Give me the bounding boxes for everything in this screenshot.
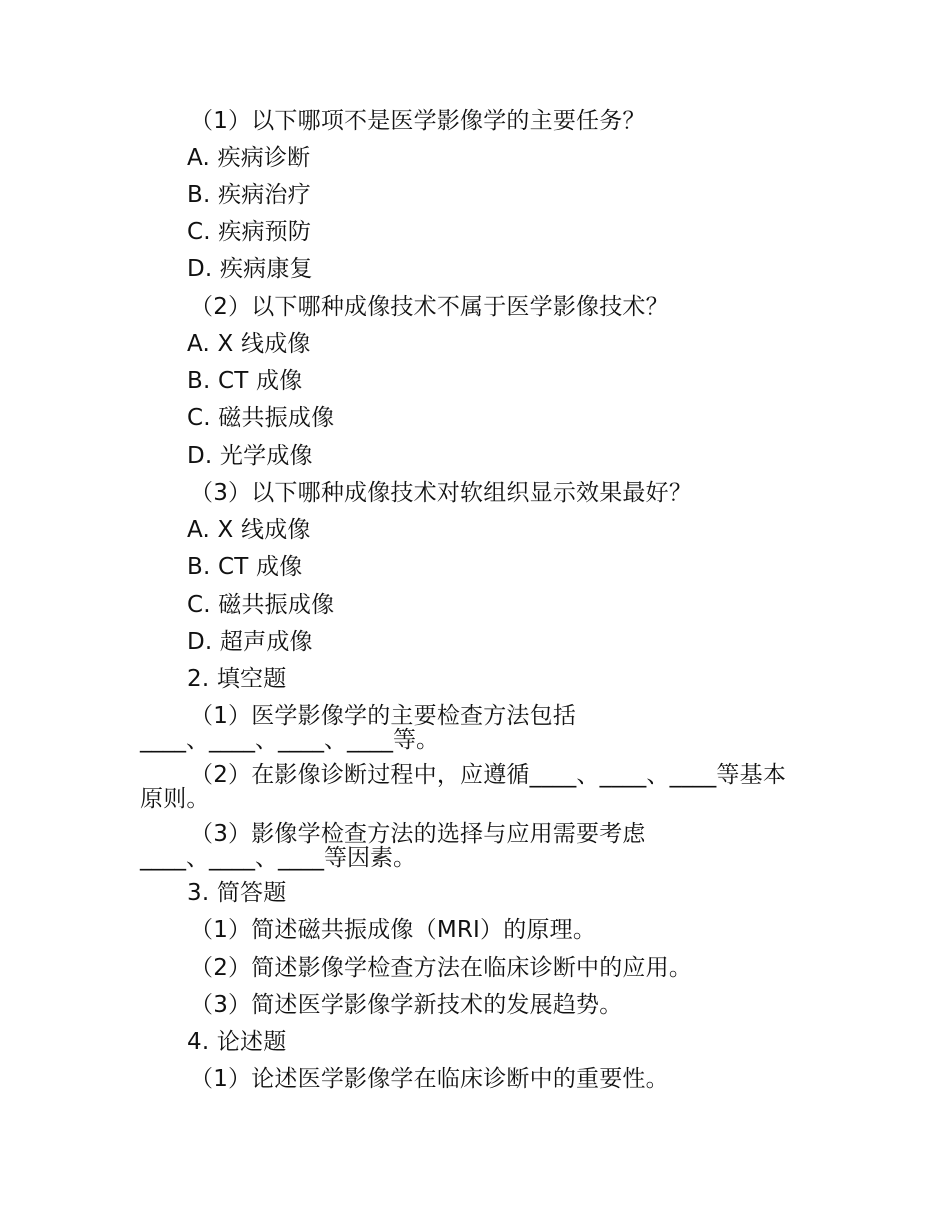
question-3-text: （3）以下哪种成像技术对软组织显示效果最好？ xyxy=(190,480,693,506)
question-2-option-a: A. X 线成像 xyxy=(187,331,311,357)
fill-question-3-continuation: ____、____、____等因素。 xyxy=(140,845,416,871)
fill-question-2-text: （2）在影像诊断过程中，应遵循____、____、____等基本 xyxy=(190,762,787,788)
question-2-text: （2）以下哪种成像技术不属于医学影像技术？ xyxy=(190,294,669,320)
question-3-option-d: D. 超声成像 xyxy=(187,629,313,655)
question-1-option-b: B. 疾病治疗 xyxy=(187,182,311,208)
short-answer-2-text: （2）简述影像学检查方法在临床诊断中的应用。 xyxy=(190,955,693,981)
question-3-option-a: A. X 线成像 xyxy=(187,517,311,543)
question-1-text: （1）以下哪项不是医学影像学的主要任务？ xyxy=(190,108,646,134)
question-3-option-b: B. CT 成像 xyxy=(187,554,303,580)
question-2-option-c: C. 磁共振成像 xyxy=(187,405,335,431)
essay-question-1-text: （1）论述医学影像学在临床诊断中的重要性。 xyxy=(190,1066,669,1092)
fill-question-1-text: （1）医学影像学的主要检查方法包括 xyxy=(190,703,577,729)
question-2-option-b: B. CT 成像 xyxy=(187,368,303,394)
question-1-option-d: D. 疾病康复 xyxy=(187,256,313,282)
fill-question-2-continuation: 原则。 xyxy=(140,786,210,812)
section-essay-heading: 4. 论述题 xyxy=(187,1029,287,1055)
fill-question-3-text: （3）影像学检查方法的选择与应用需要考虑 xyxy=(190,821,646,847)
section-short-answer-heading: 3. 简答题 xyxy=(187,880,287,906)
question-1-option-a: A. 疾病诊断 xyxy=(187,145,311,171)
question-1-option-c: C. 疾病预防 xyxy=(187,219,312,245)
fill-question-1-continuation: ____、____、____、____等。 xyxy=(140,727,439,753)
question-2-option-d: D. 光学成像 xyxy=(187,443,313,469)
short-answer-1-text: （1）简述磁共振成像（MRI）的原理。 xyxy=(190,917,597,943)
question-3-option-c: C. 磁共振成像 xyxy=(187,592,335,618)
section-fill-in-blank-heading: 2. 填空题 xyxy=(187,666,287,692)
short-answer-3-text: （3）简述医学影像学新技术的发展趋势。 xyxy=(190,992,623,1018)
